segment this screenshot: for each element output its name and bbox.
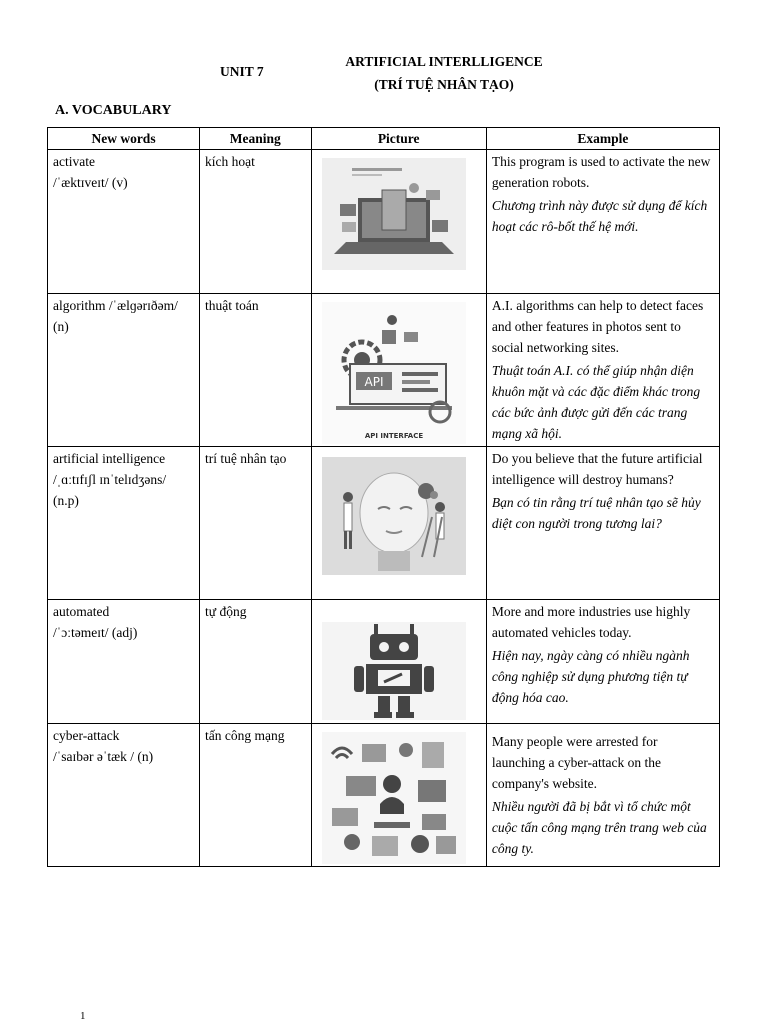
picture-cell [311,150,486,294]
meaning-cell: trí tuệ nhân tạo [200,447,311,600]
section-title: A. VOCABULARY [55,103,172,118]
api-label: API [364,375,384,389]
word-cell [48,724,200,867]
title-vietnamese: (TRÍ TUỆ NHÂN TẠO) [374,77,514,92]
title-english: ARTIFICIAL INTERLLIGENCE [345,54,543,69]
table-row [48,150,720,294]
page-number: 1 [80,1010,86,1022]
meaning-cell: thuật toán [200,294,311,447]
api-interface-gears-icon [322,302,466,444]
table-header-row [48,128,720,150]
example-vietnamese: Chương trình này được sử dụng để kích hoạt các rô-bốt thế hệ mới. [491,198,708,234]
app-development-laptop-icon [322,158,466,270]
robot-icon [322,622,466,720]
phonetic: /ˈæktɪveɪt/ (v) [53,175,128,190]
example-cell [486,447,719,600]
phonetic: /ˈɔːtəmeɪt/ (adj) [53,625,138,640]
word: automated [53,604,110,619]
word-cell [48,447,200,600]
example-cell [486,150,719,294]
example-vietnamese: Thuật toán A.I. có thể giúp nhận diện khuôn mặt và các đặc điểm khác trong các bức ảnh được gửi đến các trang mạng xã hội. [491,363,701,441]
robot-head-engineers-icon [322,457,466,575]
phonetic: /ˌɑːtɪfɪʃl ɪnˈtelɪdʒəns/ (n.p) [53,472,167,508]
example-cell [486,600,719,724]
word-cell [48,600,200,724]
meaning-cell: tự động [200,600,311,724]
example-english: This program is used to activate the new generation robots. [491,154,711,190]
word: algorithm /ˈælɡərɪðəm/ [53,298,178,313]
picture-cell [311,600,486,724]
word: activate [53,154,95,169]
header-meaning: Meaning [200,128,311,150]
table-row [48,600,720,724]
example-english: Do you believe that the future artificial intelligence will destroy humans? [491,451,703,487]
header-picture: Picture [311,128,486,150]
word: cyber-attack [53,728,120,743]
example-english: More and more industries use highly automated vehicles today. [491,604,691,640]
header-example: Example [486,128,719,150]
header-new-words: New words [48,128,200,150]
cyber-attack-hackers-icon [322,732,466,864]
example-cell [486,294,719,447]
meaning-cell: kích hoạt [200,150,311,294]
unit-label: UNIT 7 [220,64,264,79]
meaning-cell: tấn công mạng [200,724,311,867]
word: artificial intelligence [53,451,166,466]
picture-cell [311,724,486,867]
table-row [48,294,720,447]
table-row [48,724,720,867]
picture-cell [311,447,486,600]
api-caption: API INTERFACE [364,432,423,440]
phonetic: (n) [53,319,69,334]
example-vietnamese: Nhiều người đã bị bắt vì tổ chức một cuộc tấn công mạng trên trang web của công ty. [491,799,707,856]
phonetic: /ˈsaɪbər əˈtæk / (n) [53,749,154,764]
example-vietnamese: Bạn có tin rằng trí tuệ nhân tạo sẽ hủy diệt con người trong tương lai? [491,495,701,531]
vocabulary-table [47,127,720,867]
example-vietnamese: Hiện nay, ngày càng có nhiều ngành công nghiệp sử dụng phương tiện tự động hóa cao. [491,648,690,705]
example-english: Many people were arrested for launching a cyber-attack on the company's website. [491,734,662,791]
example-cell [486,724,719,867]
word-cell [48,294,200,447]
example-english: A.I. algorithms can help to detect faces and other features in photos sent to social networking sites. [491,298,704,355]
picture-cell [311,294,486,447]
table-row [48,447,720,600]
word-cell [48,150,200,294]
